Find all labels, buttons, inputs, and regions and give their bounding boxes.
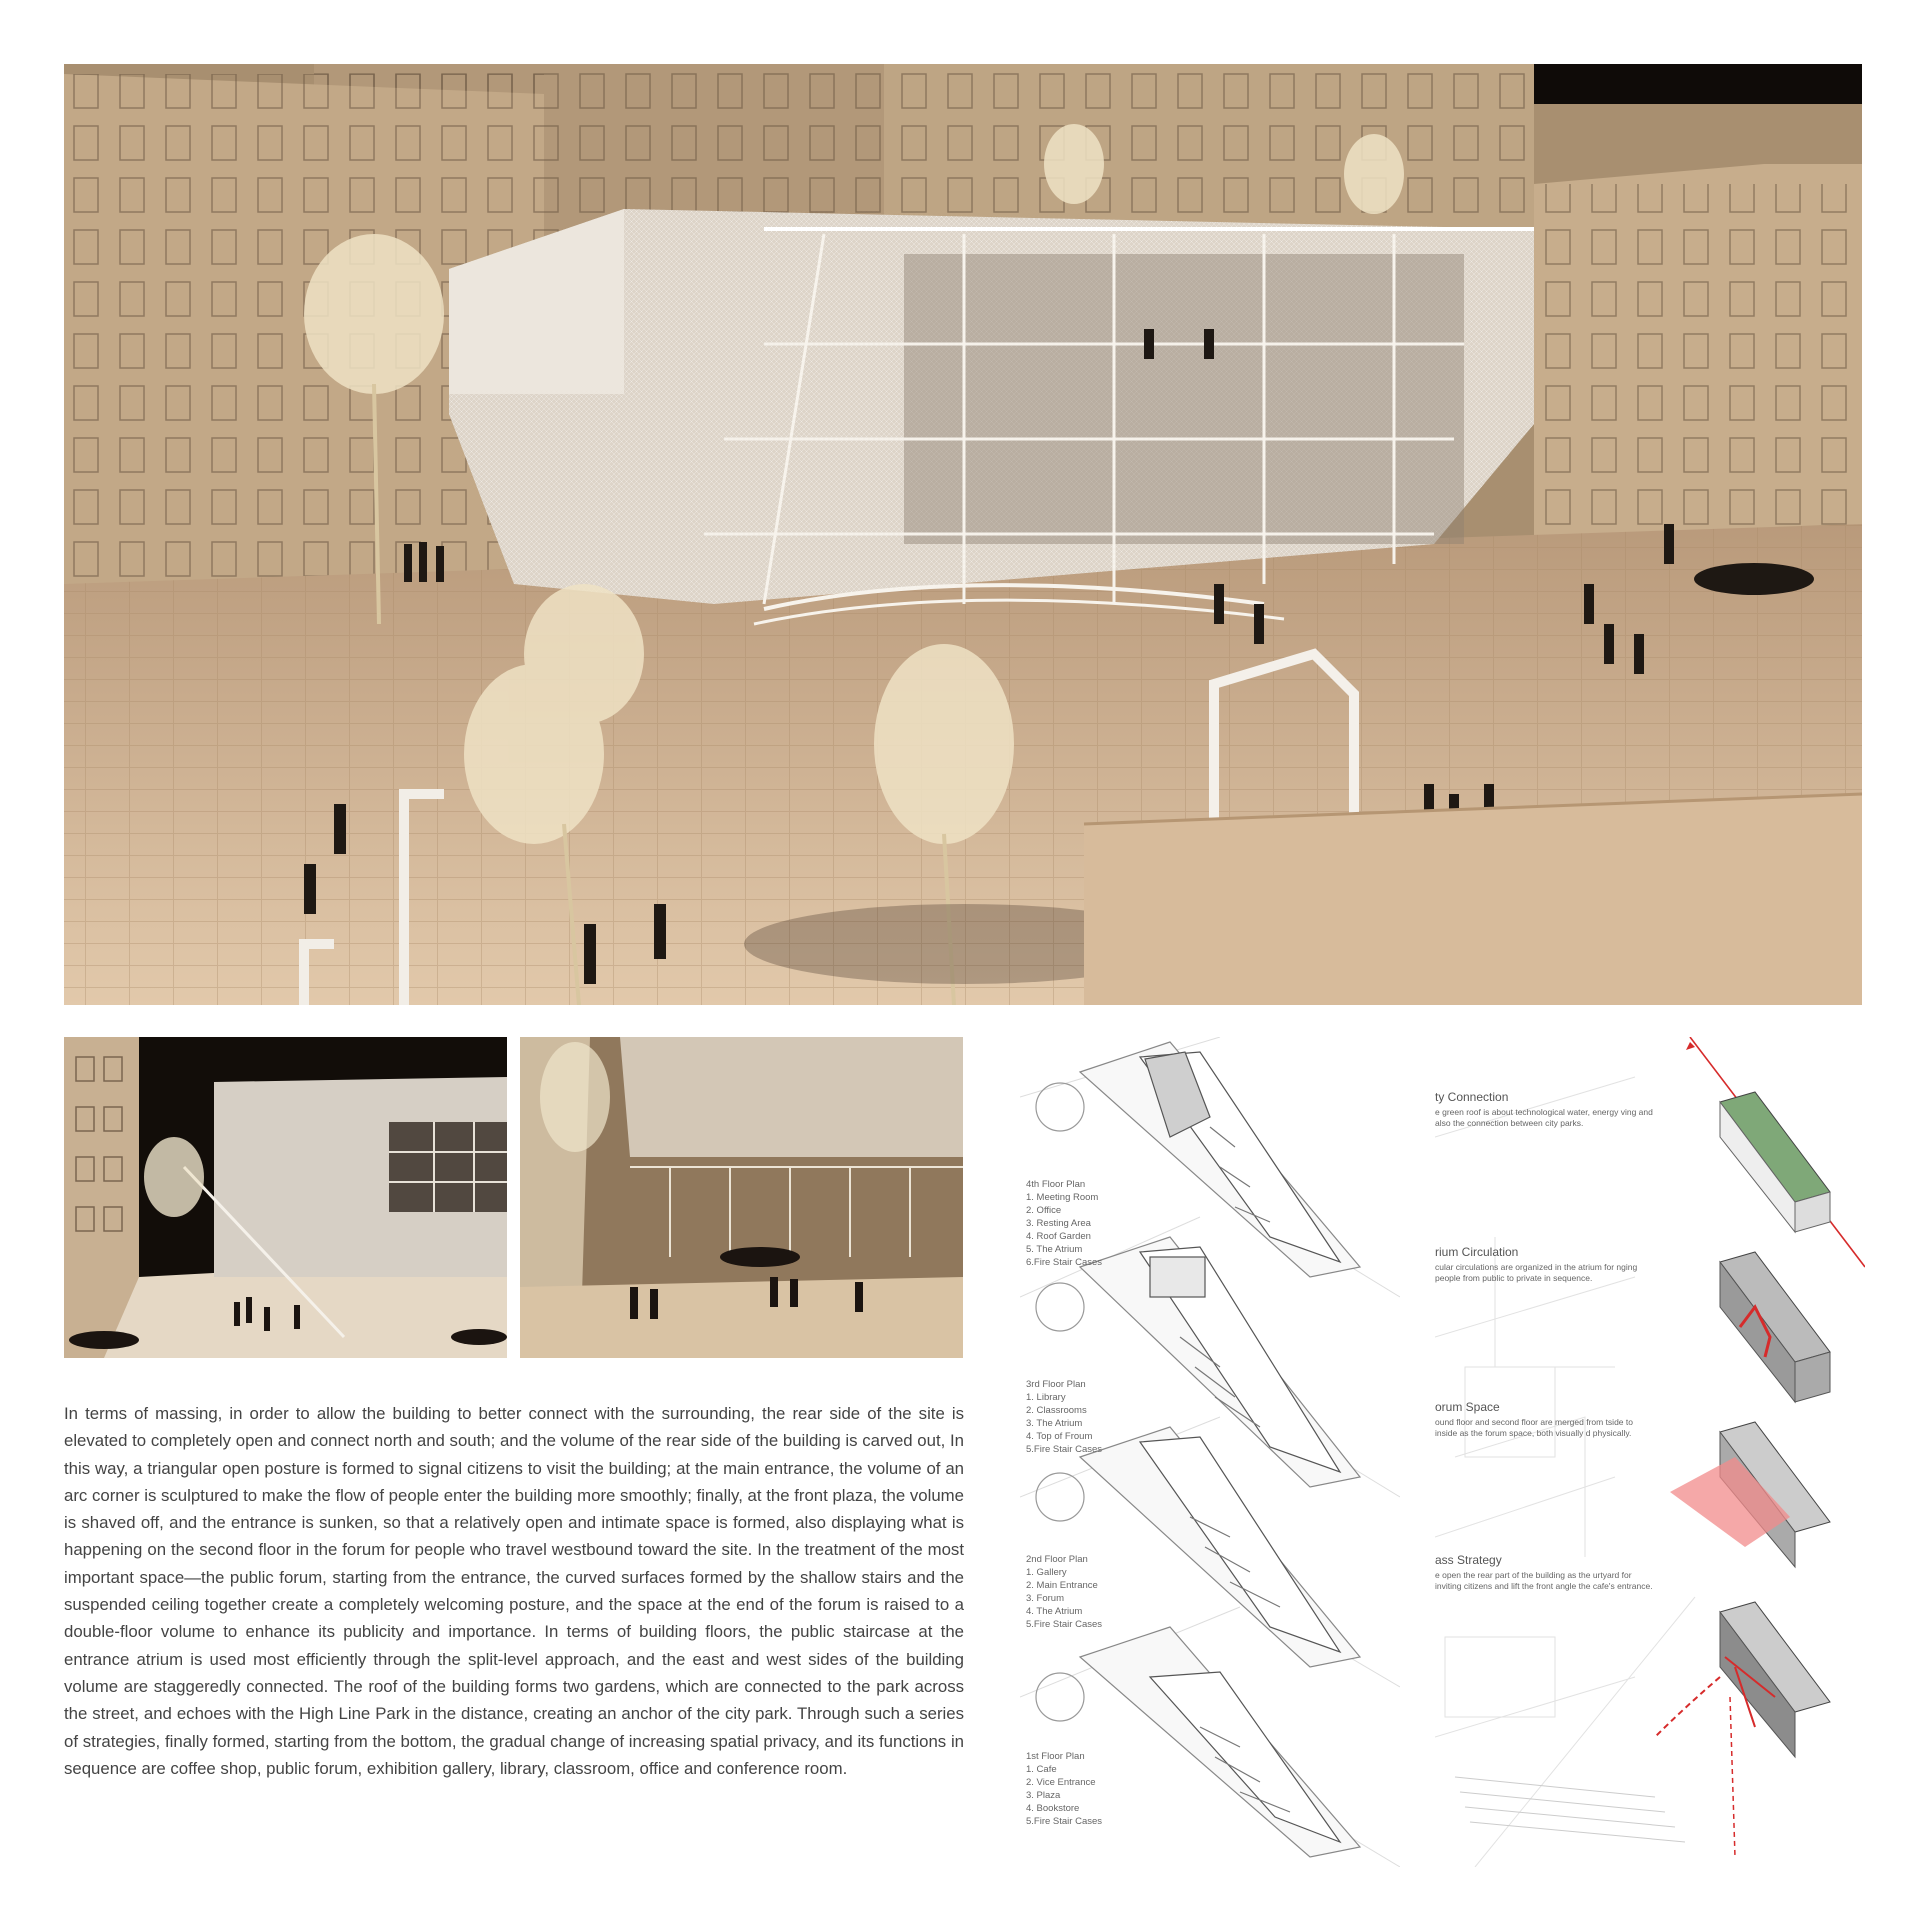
mass-strategy-diagram bbox=[1655, 1602, 1830, 1857]
legend-item: 1. Meeting Room bbox=[1026, 1192, 1099, 1203]
strategy-mass bbox=[1435, 1553, 1655, 1592]
legend-title: 1st Floor Plan bbox=[1026, 1751, 1085, 1762]
legend-1st-floor bbox=[1026, 1750, 1102, 1828]
legend-item: 1. Cafe bbox=[1026, 1764, 1057, 1775]
strategy-diagram-illustration bbox=[1435, 1037, 1865, 1867]
legend-item: 4. Top of Froum bbox=[1026, 1431, 1093, 1442]
strategy-title: ty Connection bbox=[1435, 1090, 1509, 1104]
legend-item: 3. Plaza bbox=[1026, 1790, 1061, 1801]
hero-model-photo bbox=[64, 64, 1862, 1005]
legend-title: 4th Floor Plan bbox=[1026, 1179, 1086, 1190]
city-connection-diagram bbox=[1686, 1037, 1865, 1267]
rear-passage-photo bbox=[520, 1037, 963, 1358]
legend-item: 5.Fire Stair Cases bbox=[1026, 1444, 1103, 1455]
strategy-text: e green roof is about technological water, energy ving and also the connection between city parks. bbox=[1435, 1107, 1653, 1128]
legend-item: 4. Roof Garden bbox=[1026, 1231, 1091, 1242]
strategy-text: e open the rear part of the building as the urtyard for inviting citizens and lift the front angle the cafe's entrance. bbox=[1435, 1570, 1653, 1591]
atrium-circulation-diagram bbox=[1720, 1252, 1830, 1402]
cafe-entrance-illustration bbox=[64, 1037, 507, 1358]
strategy-forum-space bbox=[1435, 1400, 1655, 1439]
massing-strategy-essay: In terms of massing, in order to allow the building to better connect with the surrounding, the rear side of the site is elevated to completely open and connect north and south; and the volume of the rear side of the building is carved out, In this way, a triangular open posture is formed to signal citizens to visit the building; at the main entrance, the volume of an arc corner is sculptured to make the flow of people enter the building more smoothly; finally, at the front plaza, the volume is shaved off, and the entrance is sunken, so that a relatively open and intimate space is formed, also displaying what is happening on the second floor in the forum for people who travel westbound toward the site. In the treatment of the most important space—the public forum, starting from the entrance, the curved surfaces formed by the shallow stairs and the suspended ceiling together create a completely welcoming posture, and the space at the end of the forum is raised to a double-floor volume to enhance its publicity and importance. In terms of building floors, the public staircase at the entrance atrium is used most efficiently through the split-level approach, and the east and west sides of the building volume are staggeredly connected. The roof of the building forms two gardens, which are connected to the park across the street, and echoes with the High Line Park in the distance, creating an anchor of the city park. Through such a series of strategies, finally formed, starting from the bottom, the gradual change of increasing spatial privacy, and its functions in sequence are coffee shop, public forum, exhibition gallery, library, classroom, office and conference room. bbox=[64, 1404, 964, 1778]
legend-item: 4. Bookstore bbox=[1026, 1803, 1080, 1814]
legend-item: 5. The Atrium bbox=[1026, 1244, 1083, 1255]
legend-item: 2. Vice Entrance bbox=[1026, 1777, 1096, 1788]
legend-3rd-floor bbox=[1026, 1378, 1102, 1456]
legend-item: 2. Main Entrance bbox=[1026, 1580, 1098, 1591]
legend-item: 3. Forum bbox=[1026, 1593, 1065, 1604]
strategy-title: orum Space bbox=[1435, 1400, 1500, 1414]
legend-item: 3. Resting Area bbox=[1026, 1218, 1091, 1229]
forum-space-diagram bbox=[1670, 1422, 1830, 1567]
legend-title: 2nd Floor Plan bbox=[1026, 1554, 1088, 1565]
legend-item: 1. Library bbox=[1026, 1392, 1066, 1403]
legend-item: 5.Fire Stair Cases bbox=[1026, 1816, 1103, 1827]
legend-4th-floor bbox=[1026, 1178, 1102, 1269]
legend-item: 4. The Atrium bbox=[1026, 1606, 1083, 1617]
rear-passage-illustration bbox=[520, 1037, 963, 1358]
legend-item: 6.Fire Stair Cases bbox=[1026, 1257, 1103, 1268]
strategy-text: cular circulations are organized in the atrium for nging people from public to private in sequence. bbox=[1435, 1262, 1638, 1283]
strategy-city-connection bbox=[1435, 1090, 1655, 1129]
cafe-entrance-photo bbox=[64, 1037, 507, 1358]
legend-item: 3. The Atrium bbox=[1026, 1418, 1083, 1429]
strategy-text: ound floor and second floor are merged from tside to inside as the forum space, both visually d physically. bbox=[1435, 1417, 1633, 1438]
legend-2nd-floor bbox=[1026, 1553, 1102, 1631]
legend-item: 2. Classrooms bbox=[1026, 1405, 1087, 1416]
strategy-title: rium Circulation bbox=[1435, 1245, 1519, 1259]
hero-model-illustration bbox=[64, 64, 1862, 1005]
strategy-diagrams bbox=[1435, 1037, 1865, 1867]
legend-item: 5.Fire Stair Cases bbox=[1026, 1619, 1103, 1630]
legend-item: 1. Gallery bbox=[1026, 1567, 1067, 1578]
legend-title: 3rd Floor Plan bbox=[1026, 1379, 1086, 1390]
strategy-title: ass Strategy bbox=[1435, 1553, 1502, 1567]
strategy-atrium-circulation bbox=[1435, 1245, 1655, 1284]
legend-item: 2. Office bbox=[1026, 1205, 1062, 1216]
